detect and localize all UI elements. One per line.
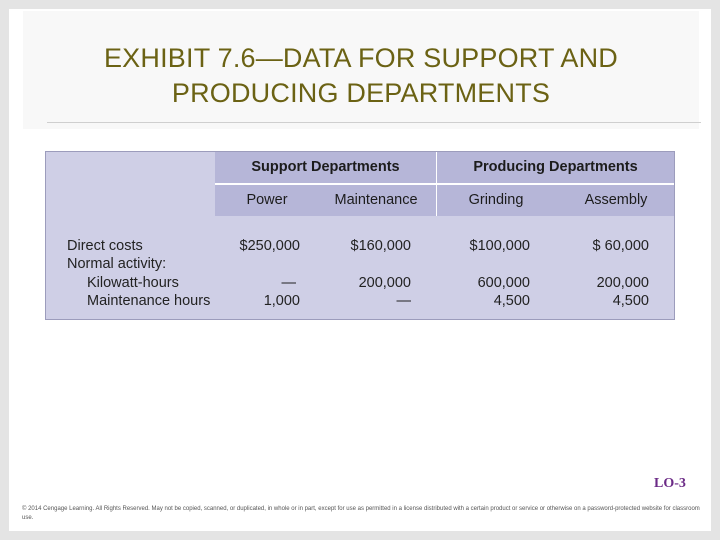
cell-power: $250,000 [239,238,300,254]
column-header-power: Power [246,192,288,208]
title-band [23,11,699,129]
column-header-assembly: Assembly [584,192,648,208]
cell-maintenance: — [396,293,411,309]
row-label: Maintenance hours [87,293,211,309]
learning-objective-tag: LO-3 [654,476,686,491]
group-header-producing: Producing Departments [473,159,638,175]
cell-power: 1,000 [263,293,300,309]
cell-grinding: 600,000 [477,275,530,291]
title-divider [47,122,701,123]
row-label: Normal activity: [67,256,167,272]
exhibit-table [45,151,675,320]
table-row [46,274,674,293]
cell-maintenance: 200,000 [358,275,411,291]
slide [9,9,711,531]
slide-title-line1: EXHIBIT 7.6—DATA FOR SUPPORT AND [103,43,619,73]
table-row [46,237,674,256]
cell-grinding: $100,000 [469,238,530,254]
table-row [46,292,674,311]
row-label: Kilowatt-hours [87,275,179,291]
cell-assembly: $ 60,000 [592,238,649,254]
cell-assembly: 200,000 [596,275,649,291]
group-header-support: Support Departments [251,159,400,175]
table-row [46,255,674,274]
cell-assembly: 4,500 [612,293,649,309]
cell-grinding: 4,500 [493,293,530,309]
copyright-footer: © 2014 Cengage Learning. All Rights Reserved. May not be copied, scanned, or duplicated, in whole or in part, except for use as permitted in a license distributed with a certain product or service or otherwise on a password-protected website for classroom use. [22,506,700,521]
slide-title [23,41,699,111]
slide-title-line2: PRODUCING DEPARTMENTS [171,78,551,108]
column-header-grinding: Grinding [468,192,524,208]
column-header-maintenance: Maintenance [334,192,418,208]
cell-maintenance: $160,000 [350,238,411,254]
cell-power: — [281,275,296,291]
row-label: Direct costs [67,238,143,254]
